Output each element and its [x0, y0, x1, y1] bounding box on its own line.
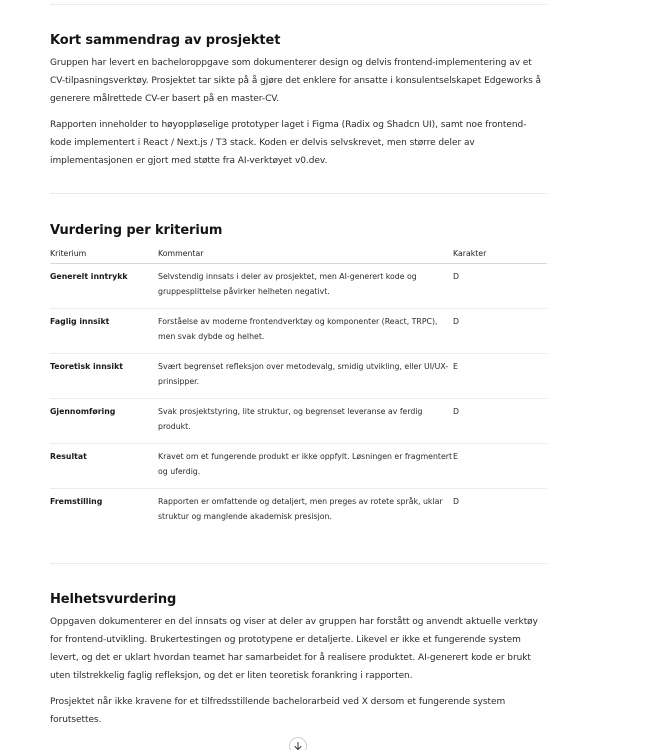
criterion-cell: Fremstilling: [50, 497, 103, 506]
grade-cell: D: [453, 497, 460, 506]
grade-cell: E: [453, 354, 547, 399]
criterion-cell: Teoretisk innsikt: [50, 354, 158, 399]
criterion-cell: Generelt inntrykk: [50, 264, 158, 309]
header-comment: Kommentar: [158, 243, 453, 264]
criterion-cell: Faglig innsikt: [50, 309, 158, 354]
assessment-heading: Vurdering per kriterium: [50, 223, 223, 238]
grade-cell: D: [453, 399, 547, 444]
arrow-down-icon: [293, 741, 303, 750]
overall-paragraph-2: Prosjektet når ikke kravene for et tilfredsstillende bachelorarbeid ved X dersom et fungerende system forutsettes.: [50, 697, 506, 725]
assessment-table: [50, 243, 547, 533]
table-row: [50, 309, 547, 354]
divider: [50, 193, 547, 194]
summary-paragraph-1: Gruppen har levert en bacheloroppgave som dokumenterer design og delvis frontend-implementering av et CV-tilpasningsverktøy. Prosjektet tar sikte på å gjøre det enklere for ansatte i konsulentselskapet Edgeworks å generere målrettede CV-er basert på en master-CV.: [50, 58, 542, 104]
criterion-cell: Gjennomføring: [50, 399, 158, 444]
table-row: [50, 399, 547, 444]
comment-cell: Svært begrenset refleksjon over metodevalg, smidig utvikling, eller UI/UX-prinsipper.: [158, 354, 453, 399]
comment-cell: Kravet om et fungerende produkt er ikke oppfylt. Løsningen er fragmentert og uferdig.: [158, 444, 453, 489]
grade-cell: E: [453, 444, 547, 489]
table-row: [50, 264, 547, 309]
document-content: [50, 0, 547, 729]
table-row: [50, 354, 547, 399]
scroll-to-bottom-button[interactable]: [289, 737, 307, 750]
header-criterion: Kriterium: [50, 243, 158, 264]
table-row: [50, 489, 547, 534]
table-header-row: [50, 243, 547, 264]
criterion-cell: Resultat: [50, 444, 158, 489]
divider: [50, 563, 547, 564]
comment-cell: Selvstendig innsats i deler av prosjektet, men AI-generert kode og gruppesplittelse påvirker helheten negativt.: [158, 264, 453, 309]
overall-paragraph-1: Oppgaven dokumenterer en del innsats og viser at deler av gruppen har forstått og anvendt aktuelle verktøy for frontend-utvikling. Brukertestingen og prototypene er detaljerte. Likevel er ikke et fungerende system levert, og det er uklart hvordan teamet har samarbeidet for å realisere produktet. AI-generert kode er brukt uten tilstrekkelig faglig refleksjon, og det er liten teoretisk forankring i rapporten.: [50, 617, 538, 681]
header-grade: Karakter: [453, 243, 547, 264]
comment-cell: Forståelse av moderne frontendverktøy og komponenter (React, TRPC), men svak dybde og helhet.: [158, 309, 453, 354]
summary-paragraph-2: Rapporten inneholder to høyoppløselige prototyper laget i Figma (Radix og Shadcn UI), samt noe frontend-kode implementert i React / Next.js / T3 stack. Koden er delvis selvskrevet, men større deler av implementasjonen er gjort med støtte fra AI-verktøyet v0.dev.: [50, 120, 527, 166]
summary-heading: Kort sammendrag av prosjektet: [50, 33, 281, 48]
overall-heading: Helhetsvurdering: [50, 592, 177, 607]
table-row: [50, 444, 547, 489]
grade-cell: D: [453, 309, 547, 354]
comment-cell: Rapporten er omfattende og detaljert, men preges av rotete språk, uklar struktur og manglende akademisk presisjon.: [158, 497, 443, 521]
divider: [50, 4, 547, 5]
grade-cell: D: [453, 264, 547, 309]
comment-cell: Svak prosjektstyring, lite struktur, og begrenset leveranse av ferdig produkt.: [158, 399, 453, 444]
